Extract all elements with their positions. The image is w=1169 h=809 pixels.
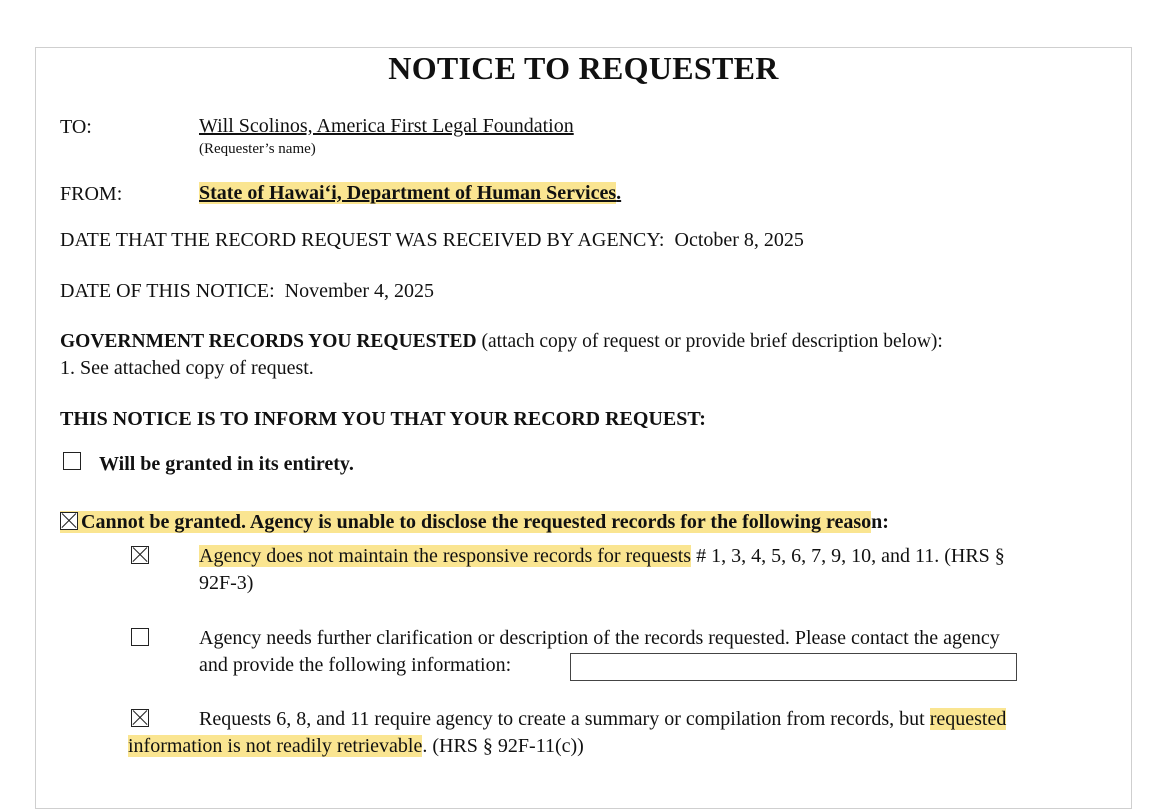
reason2-line2: and provide the following information: (199, 654, 512, 676)
cannot-grant-line (60, 511, 889, 534)
notice-page (35, 47, 1132, 809)
reason3-line1 (199, 708, 1006, 731)
checkbox-empty-icon (131, 628, 149, 646)
requester-caption: (Requester’s name) (199, 141, 316, 157)
records-heading-line (60, 331, 943, 353)
reason3-line2 (128, 735, 584, 758)
to-value: Will Scolinos, America First Legal Foundation (199, 115, 574, 137)
received-date-line (60, 229, 804, 252)
reason3-text: Requests 6, 8, and 11 require agency to create a summary or compilation from records, but (199, 708, 930, 730)
cannot-grant-tail: n: (871, 511, 889, 533)
reason3-highlight2: information is not readily retrievable (128, 735, 423, 757)
from-value (199, 182, 621, 205)
reason1-checkbox[interactable] (131, 546, 149, 567)
reason3-highlight1: requested (929, 708, 1007, 730)
reason3-tail: . (HRS § 92F-11(c)) (422, 735, 584, 757)
notice-date-value: November 4, 2025 (284, 280, 435, 302)
received-date-label: DATE THAT THE RECORD REQUEST WAS RECEIVED BY AGENCY: (60, 229, 665, 251)
cannot-grant-text: Cannot be granted. Agency is unable to disclose the requested records for the following reaso (81, 511, 872, 533)
to-label: TO: (60, 116, 92, 138)
reason1-highlight: Agency does not maintain the responsive records for requests (199, 545, 692, 567)
checked-box-icon (131, 546, 149, 564)
notice-date-line (60, 280, 434, 303)
notice-date-label: DATE OF THIS NOTICE: (60, 280, 275, 302)
reason2-checkbox[interactable] (131, 628, 149, 649)
inform-heading: THIS NOTICE IS TO INFORM YOU THAT YOUR RECORD REQUEST: (60, 408, 706, 430)
records-heading: GOVERNMENT RECORDS YOU REQUESTED (60, 331, 477, 352)
reason3-checkbox[interactable] (131, 709, 149, 730)
reason1-line2: 92F-3) (199, 572, 254, 594)
clarification-info-field[interactable] (570, 653, 1017, 681)
records-instructions: (attach copy of request or provide brief description below): (481, 331, 943, 352)
received-date-value: October 8, 2025 (674, 229, 804, 251)
cannot-grant-highlight (60, 511, 871, 533)
from-value-period: . (616, 182, 622, 204)
from-value-text: State of Hawai‘i, Department of Human Services (199, 182, 617, 204)
page-title: NOTICE TO REQUESTER (388, 50, 779, 86)
checked-box-icon (131, 709, 149, 727)
reason1-rest: # 1, 3, 4, 5, 6, 7, 9, 10, and 11. (HRS § (691, 545, 1005, 567)
records-item: 1. See attached copy of request. (60, 357, 314, 379)
reason1-line1 (199, 545, 1005, 568)
granted-label: Will be granted in its entirety. (99, 453, 354, 475)
checkbox-empty-icon (63, 452, 81, 470)
granted-checkbox[interactable] (63, 452, 81, 473)
from-label: FROM: (60, 183, 123, 205)
reason2-line1: Agency needs further clarification or description of the records requested. Please contact the agency (199, 627, 1000, 649)
cannot-grant-checkbox[interactable] (60, 512, 78, 530)
